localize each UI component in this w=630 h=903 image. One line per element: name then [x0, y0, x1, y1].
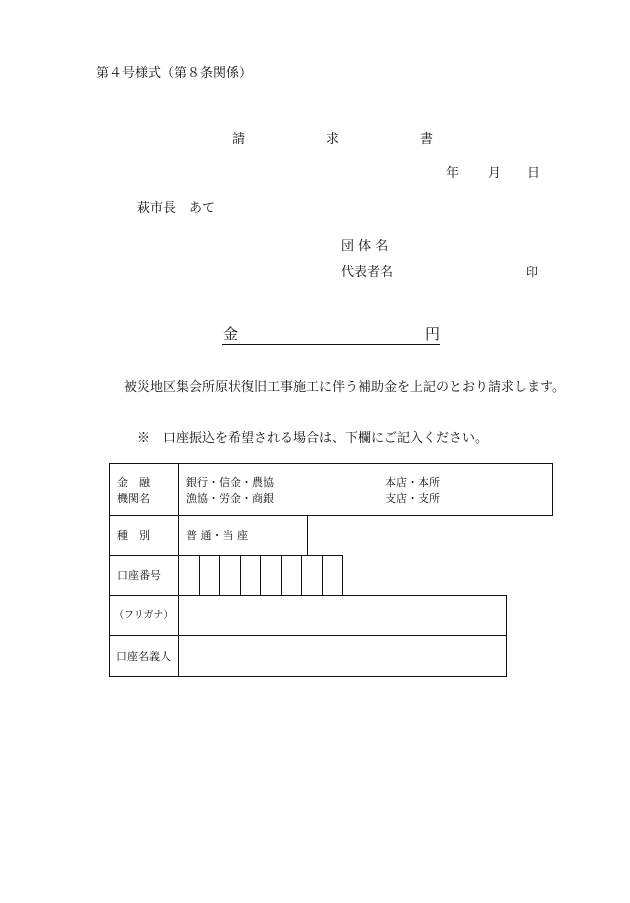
branch-types-line-1: 本店・本所 — [385, 476, 440, 489]
table-line — [506, 595, 507, 677]
institution-label-line-1: 金 融 — [117, 476, 150, 489]
account-digit-cell[interactable] — [282, 556, 301, 595]
type-label: 種 別 — [117, 529, 150, 542]
institution-types — [186, 475, 274, 507]
table-line — [307, 515, 308, 556]
account-number-label: 口座番号 — [117, 569, 161, 582]
amount-prefix: 金 — [223, 325, 239, 343]
table-line — [552, 463, 553, 516]
amount-suffix: 円 — [424, 325, 440, 343]
org-name-label: 団 体 名 — [341, 239, 389, 254]
branch-types — [385, 475, 440, 507]
transfer-note: ※ 口座振込を希望される場合は、下欄にご記入ください。 — [137, 431, 489, 446]
date-day: 日 — [527, 166, 541, 181]
date-month: 月 — [488, 166, 502, 181]
table-line — [109, 676, 507, 677]
title-char-2: 求 — [326, 132, 340, 147]
seal-mark: 印 — [526, 265, 539, 279]
table-line — [109, 463, 553, 464]
account-digit-cell[interactable] — [323, 556, 342, 595]
table-line — [109, 515, 553, 516]
table-line — [109, 463, 110, 677]
account-holder-input[interactable] — [179, 636, 506, 676]
title-char-3: 書 — [420, 132, 434, 147]
request-statement: 被災地区集会所原状復旧工事施工に伴う補助金を上記のとおり請求します。 — [124, 380, 565, 395]
furigana-input[interactable] — [179, 596, 506, 635]
account-digit-cell[interactable] — [179, 556, 199, 595]
institution-types-line-2: 漁協・労金・商銀 — [186, 491, 274, 505]
account-digit-cell[interactable] — [241, 556, 260, 595]
table-line — [342, 555, 343, 596]
institution-types-line-1: 銀行・信金・農協 — [186, 476, 274, 489]
institution-label — [117, 475, 150, 507]
account-digit-cell[interactable] — [200, 556, 219, 595]
representative-label: 代表者名 — [341, 265, 394, 280]
account-digit-cell[interactable] — [261, 556, 281, 595]
institution-label-line-2: 機関名 — [117, 491, 150, 505]
furigana-label: （フリガナ） — [114, 610, 174, 621]
account-holder-label: 口座名義人 — [116, 650, 171, 663]
account-digit-cell[interactable] — [220, 556, 240, 595]
amount-line — [222, 327, 440, 345]
date-year: 年 — [446, 166, 460, 181]
addressee: 萩市長 あて — [137, 201, 216, 216]
account-digit-cell[interactable] — [302, 556, 322, 595]
form-number: 第４号様式（第８条関係） — [96, 66, 253, 81]
title-char-1: 請 — [232, 132, 246, 147]
branch-types-line-2: 支店・支所 — [385, 491, 440, 505]
account-type-options: 普 通・当 座 — [186, 529, 248, 542]
